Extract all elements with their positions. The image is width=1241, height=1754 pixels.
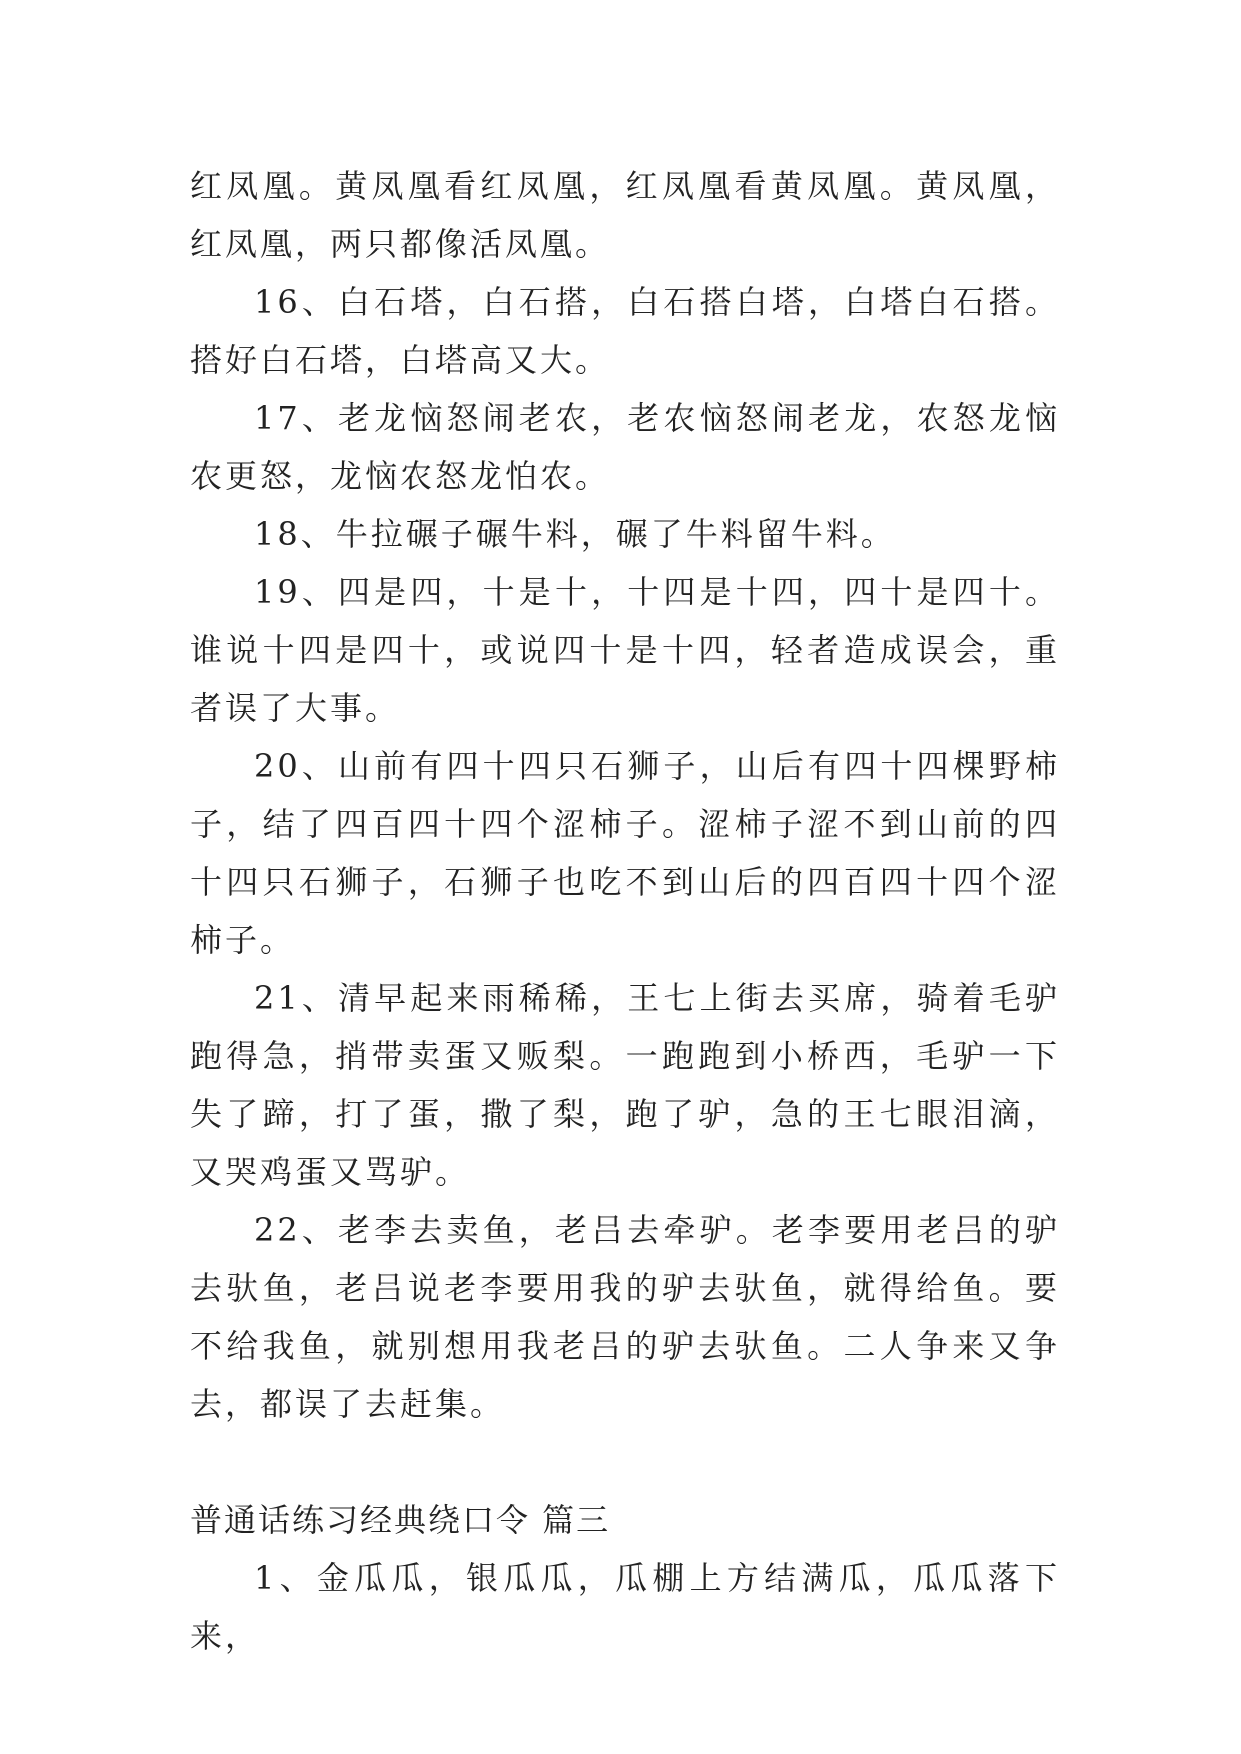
paragraph-continuation: 红凤凰。黄凤凰看红凤凰，红凤凰看黄凤凰。黄凤凰，红凤凰，两只都像活凤凰。 (190, 167, 1060, 263)
paragraph-item-18: 18、牛拉碾子碾牛料，碾了牛料留牛料。 (254, 515, 896, 553)
paragraph-item-22: 22、老李去卖鱼，老吕去牵驴。老李要用老吕的驴去驮鱼，老吕说老李要用我的驴去驮鱼，就得给鱼。要不给我鱼，就别想用我老吕的驴去驮鱼。二人争来又争去，都误了去赶集。 (190, 1211, 1060, 1423)
section-heading: 普通话练习经典绕口令 篇三 (190, 1501, 611, 1539)
paragraph-item-17: 17、老龙恼怒闹老农，老农恼怒闹老龙，农怒龙恼农更怒，龙恼农怒龙怕农。 (190, 399, 1060, 495)
paragraph-item-16: 16、白石塔，白石搭，白石搭白塔，白塔白石搭。搭好白石塔，白塔高又大。 (190, 283, 1060, 379)
paragraph-item-20: 20、山前有四十四只石狮子，山后有四十四棵野柿子，结了四百四十四个涩柿子。涩柿子涩不到山前的四十四只石狮子，石狮子也吃不到山后的四百四十四个涩柿子。 (190, 747, 1060, 959)
paragraph-item-19: 19、四是四，十是十，十四是十四，四十是四十。谁说十四是四十，或说四十是十四，轻者造成误会，重者误了大事。 (190, 573, 1060, 727)
paragraph-item-21: 21、清早起来雨稀稀，王七上街去买席，骑着毛驴跑得急，捎带卖蛋又贩梨。一跑跑到小桥西，毛驴一下失了蹄，打了蛋，撒了梨，跑了驴，急的王七眼泪滴，又哭鸡蛋又骂驴。 (190, 979, 1060, 1191)
section-paragraph-item-1: 1、金瓜瓜，银瓜瓜，瓜棚上方结满瓜，瓜瓜落下来， (190, 1559, 1060, 1655)
document-body (190, 157, 1060, 1665)
